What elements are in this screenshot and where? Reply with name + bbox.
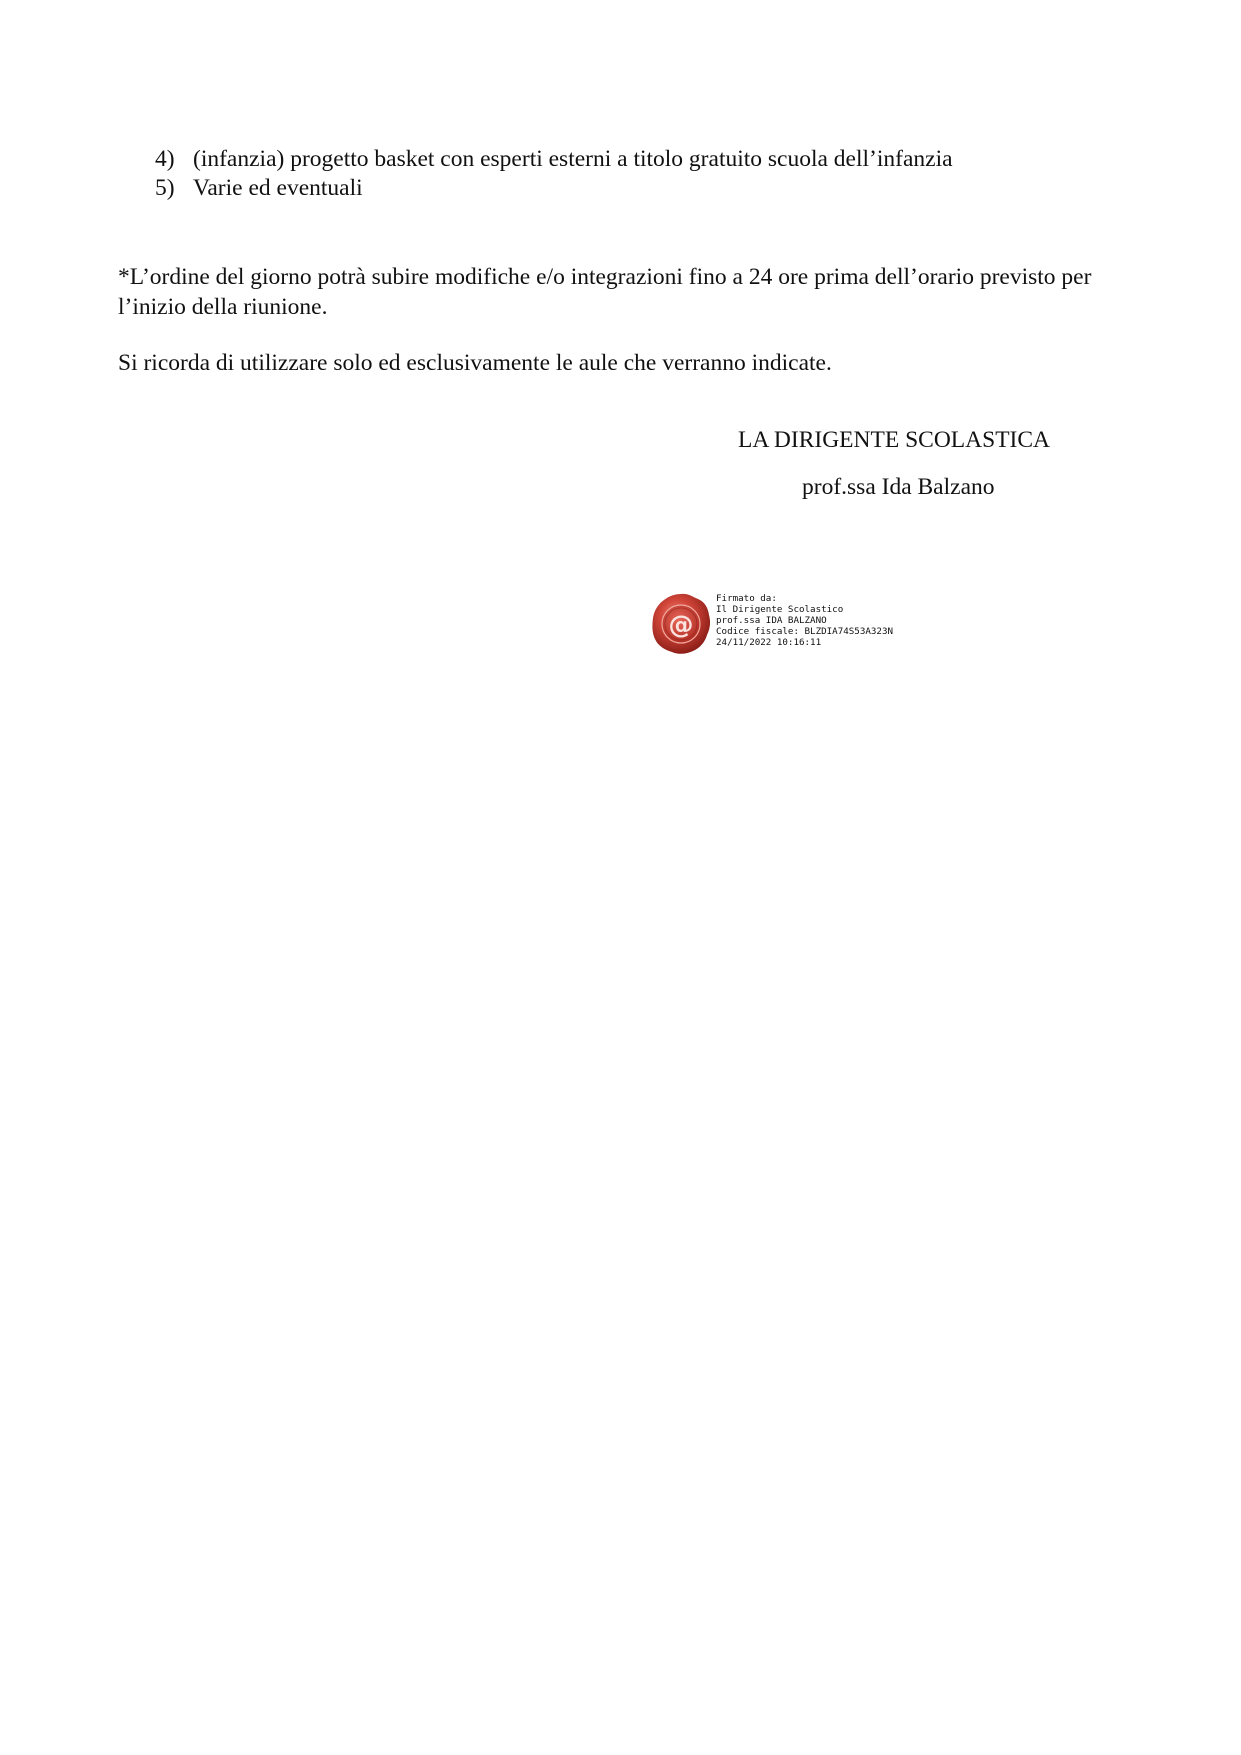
agenda-item-text: (infanzia) progetto basket con esperti esterni a titolo gratuito scuola dell’infanzia bbox=[193, 146, 953, 172]
stamp-line-signed-by: Firmato da: bbox=[716, 593, 777, 604]
stamp-line-timestamp: 24/11/2022 10:16:11 bbox=[716, 637, 822, 648]
signature-role: LA DIRIGENTE SCOLASTICA bbox=[738, 427, 1051, 453]
agenda-item bbox=[155, 145, 953, 174]
agenda-item-number: 4) bbox=[155, 146, 175, 172]
agenda-item bbox=[155, 174, 953, 203]
agenda-change-note: *L’ordine del giorno potrà subire modifiche e/o integrazioni fino a 24 ore prima dell’orario previsto per l’inizio della riunione. bbox=[118, 264, 1092, 320]
stamp-line-title: Il Dirigente Scolastico bbox=[716, 604, 844, 615]
stamp-text-block bbox=[716, 593, 893, 648]
agenda-item-number: 5) bbox=[155, 175, 175, 201]
agenda-list bbox=[155, 145, 953, 203]
digital-signature-stamp bbox=[650, 592, 990, 658]
stamp-line-tax-code: Codice fiscale: BLZDIA74S53A323N bbox=[716, 626, 894, 637]
stamp-line-name: prof.ssa IDA BALZANO bbox=[716, 615, 827, 626]
classroom-reminder: Si ricorda di utilizzare solo ed esclusivamente le aule che verranno indicate. bbox=[118, 350, 832, 376]
agenda-item-text: Varie ed eventuali bbox=[193, 175, 363, 201]
seal-glyph: @ bbox=[668, 610, 694, 639]
wax-seal-at-icon bbox=[650, 592, 712, 656]
signature-name: prof.ssa Ida Balzano bbox=[802, 474, 995, 500]
